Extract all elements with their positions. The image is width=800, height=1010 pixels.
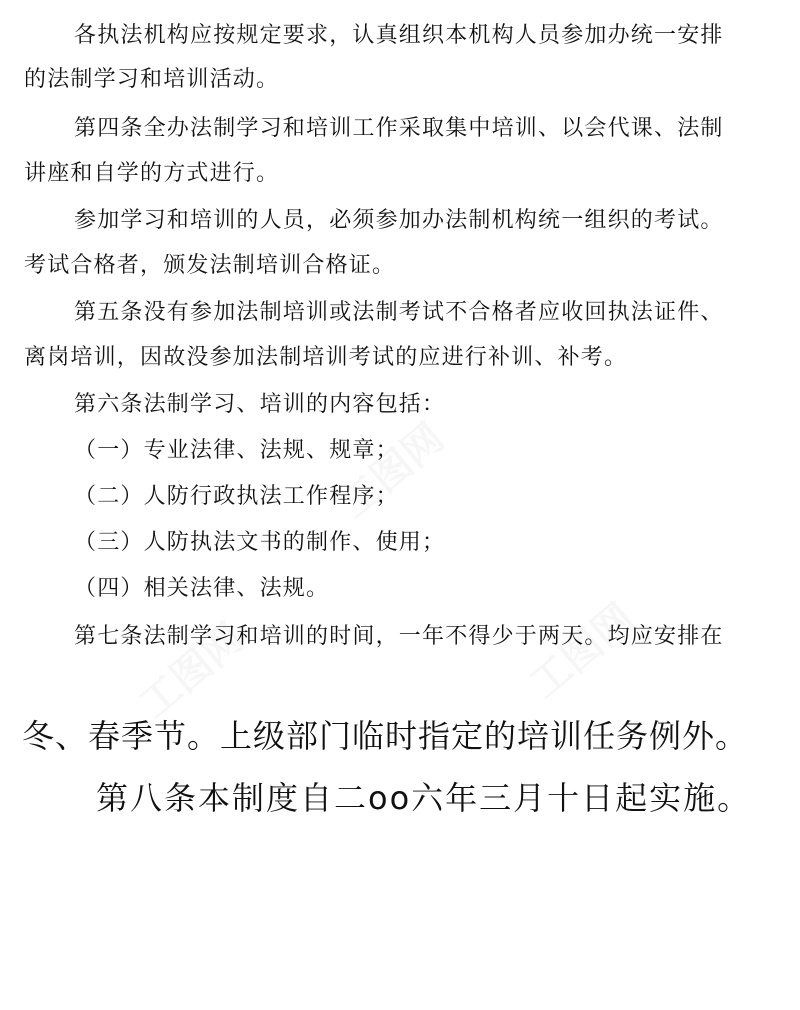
- watermark: 工图网: [131, 614, 253, 728]
- paragraph-line-large: 第八条本制度自二oo六年三月十日起实施。: [96, 779, 752, 817]
- paragraph-line: 离岗培训，因故没参加法制培训考试的应进行补训、补考。: [24, 345, 628, 370]
- paragraph-line: 第七条法制学习和培训的时间，一年不得少于两天。均应安排在: [74, 624, 724, 649]
- paragraph-line: 第五条没有参加法制培训或法制考试不合格者应收回执法证件、: [74, 300, 724, 325]
- paragraph-line: 第六条法制学习、培训的内容包括：: [74, 392, 446, 417]
- list-item: （三）人防执法文书的制作、使用；: [74, 530, 446, 555]
- watermark: 工图网: [331, 414, 453, 528]
- paragraph-line: 的法制学习和培训活动。: [24, 67, 280, 92]
- paragraph-line: 第四条全办法制学习和培训工作采取集中培训、以会代课、法制: [74, 116, 724, 141]
- list-item: （二）人防行政执法工作程序；: [74, 484, 399, 509]
- paragraph-line: 各执法机构应按规定要求，认真组织本机构人员参加办统一安排: [74, 23, 724, 48]
- watermark: 工图网: [521, 594, 643, 708]
- paragraph-line: 参加学习和培训的人员，必须参加办法制机构统一组织的考试。: [74, 208, 724, 233]
- list-item: （一）专业法律、法规、规章；: [74, 438, 399, 463]
- paragraph-line: 考试合格者，颁发法制培训合格证。: [24, 253, 396, 278]
- list-item: （四）相关法律、法规。: [74, 576, 330, 601]
- paragraph-line-large: 冬、春季节。上级部门临时指定的培训任务例外。: [22, 717, 749, 755]
- paragraph-line: 讲座和自学的方式进行。: [24, 161, 280, 186]
